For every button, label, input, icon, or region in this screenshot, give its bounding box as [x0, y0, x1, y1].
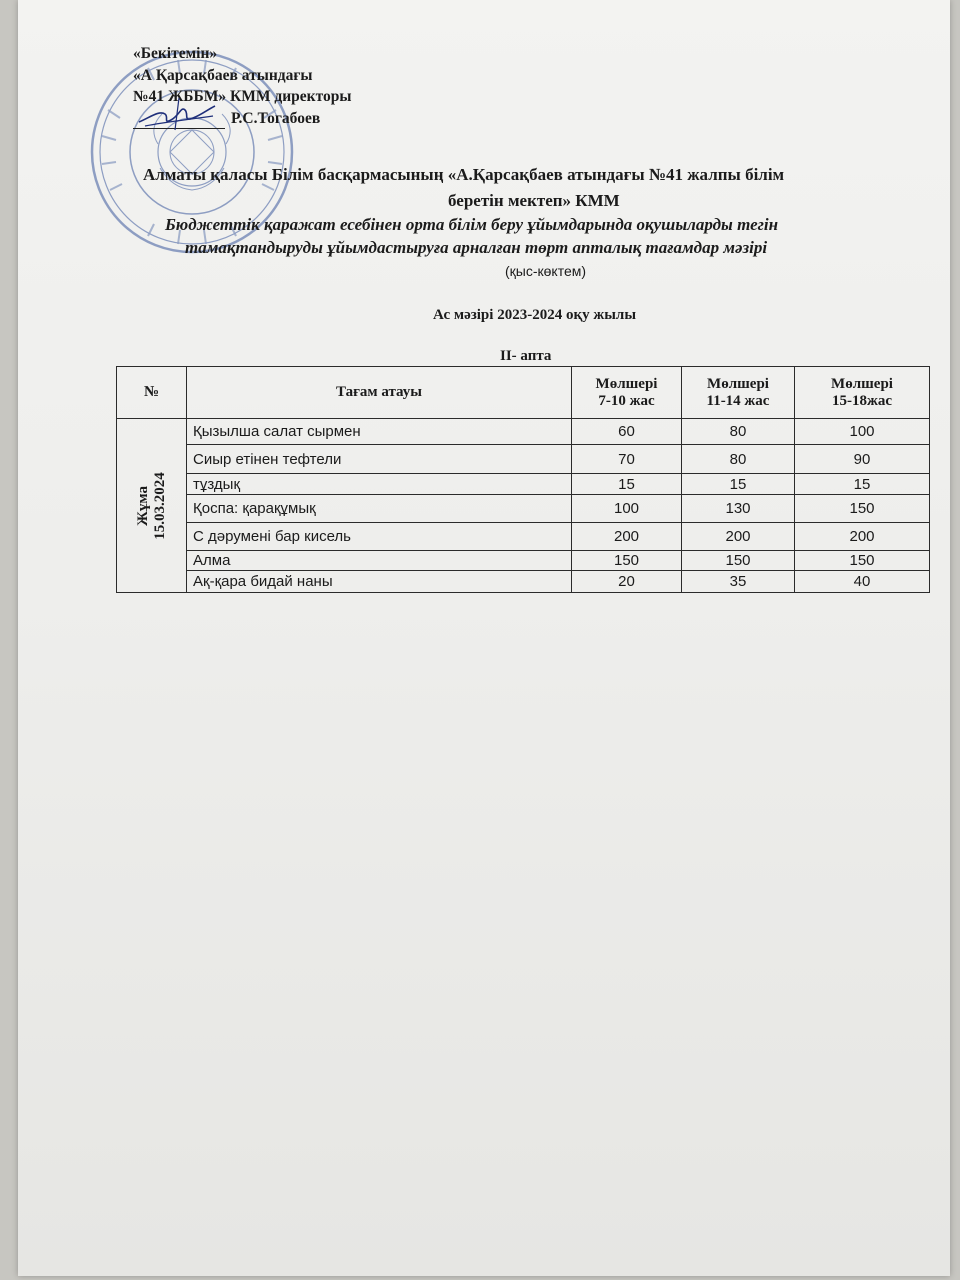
- org-title-line-1: Алматы қаласы Білім басқармасының «А.Қарсақбаев атындағы №41 жалпы білім: [143, 165, 785, 184]
- dish-name: Ақ-қара бидай наны: [187, 571, 572, 593]
- portion-7-10: 150: [572, 551, 682, 571]
- portion-15-18: 100: [795, 419, 930, 445]
- portion-15-18: 40: [795, 571, 930, 593]
- portion-15-18: 90: [795, 445, 930, 474]
- table-row: [117, 523, 930, 551]
- portion-7-10: 200: [572, 523, 682, 551]
- dish-name: Қоспа: қарақұмық: [187, 495, 572, 523]
- academic-year-label: Ас мәзірі 2023-2024 оқу жылы: [433, 307, 637, 323]
- day-cell: [117, 419, 187, 593]
- table-header-row: [117, 367, 930, 419]
- portion-7-10: 70: [572, 445, 682, 474]
- header-portion-label: Мөлшері: [595, 375, 658, 392]
- season-label: (қыс-көктем): [505, 263, 587, 279]
- portion-15-18: 150: [795, 551, 930, 571]
- dish-name: Алма: [187, 551, 572, 571]
- table-row: [117, 571, 930, 593]
- portion-7-10: 100: [572, 495, 682, 523]
- portion-7-10: 20: [572, 571, 682, 593]
- header-portion-label: Мөлшері: [831, 375, 893, 392]
- menu-title-line-2: тамақтандыруды ұйымдастыруға арналған төрт апталық тағамдар мәзірі: [185, 238, 768, 257]
- handwritten-signature: [135, 92, 219, 134]
- director-name: Р.С.Тогабоев: [231, 109, 321, 127]
- approval-line-3: №41 ЖББМ» КММ директоры: [133, 88, 352, 105]
- portion-15-18: 15: [795, 474, 930, 495]
- portion-7-10: 15: [572, 474, 682, 495]
- portion-11-14: 80: [682, 419, 795, 445]
- day-label: [135, 472, 169, 540]
- header-portion-15-18: [795, 367, 930, 419]
- table-row: [117, 419, 930, 445]
- menu-table: [116, 366, 930, 593]
- day-date: 15.03.2024: [151, 471, 168, 540]
- portion-11-14: 150: [682, 551, 795, 571]
- approval-line-2: «А Қарсақбаев атындағы: [133, 66, 313, 84]
- portion-11-14: 130: [682, 495, 795, 523]
- header-portion-7-10: [572, 367, 682, 419]
- header-number: №: [117, 367, 187, 419]
- header-portion-label: Мөлшері: [707, 375, 769, 392]
- dish-name: С дәрумені бар кисель: [187, 523, 572, 551]
- portion-7-10: 60: [572, 419, 682, 445]
- dish-name: тұздық: [187, 474, 572, 495]
- week-label: II- апта: [500, 348, 552, 364]
- approval-line-1: «Бекітемін»: [133, 45, 218, 62]
- header-age-range: 7-10 жас: [598, 392, 655, 409]
- portion-11-14: 200: [682, 523, 795, 551]
- portion-11-14: 80: [682, 445, 795, 474]
- header-age-range: 15-18жас: [831, 392, 893, 409]
- dish-name: Сиыр етінен тефтели: [187, 445, 572, 474]
- table-row: [117, 495, 930, 523]
- table-row: [117, 551, 930, 571]
- portion-15-18: 150: [795, 495, 930, 523]
- dish-name: Қызылша салат сырмен: [187, 419, 572, 445]
- day-name: Жұма: [134, 485, 151, 526]
- header-portion-11-14: [682, 367, 795, 419]
- portion-15-18: 200: [795, 523, 930, 551]
- header-age-range: 11-14 жас: [706, 392, 770, 409]
- org-title-line-2: беретін мектеп» КММ: [448, 191, 620, 210]
- header-dish-name: Тағам атауы: [187, 367, 572, 419]
- table-row: [117, 445, 930, 474]
- portion-11-14: 35: [682, 571, 795, 593]
- portion-11-14: 15: [682, 474, 795, 495]
- table-row: [117, 474, 930, 495]
- menu-title-line-1: Бюджеттік қаражат есебінен орта білім беру ұйымдарында оқушыларды тегін: [165, 215, 779, 234]
